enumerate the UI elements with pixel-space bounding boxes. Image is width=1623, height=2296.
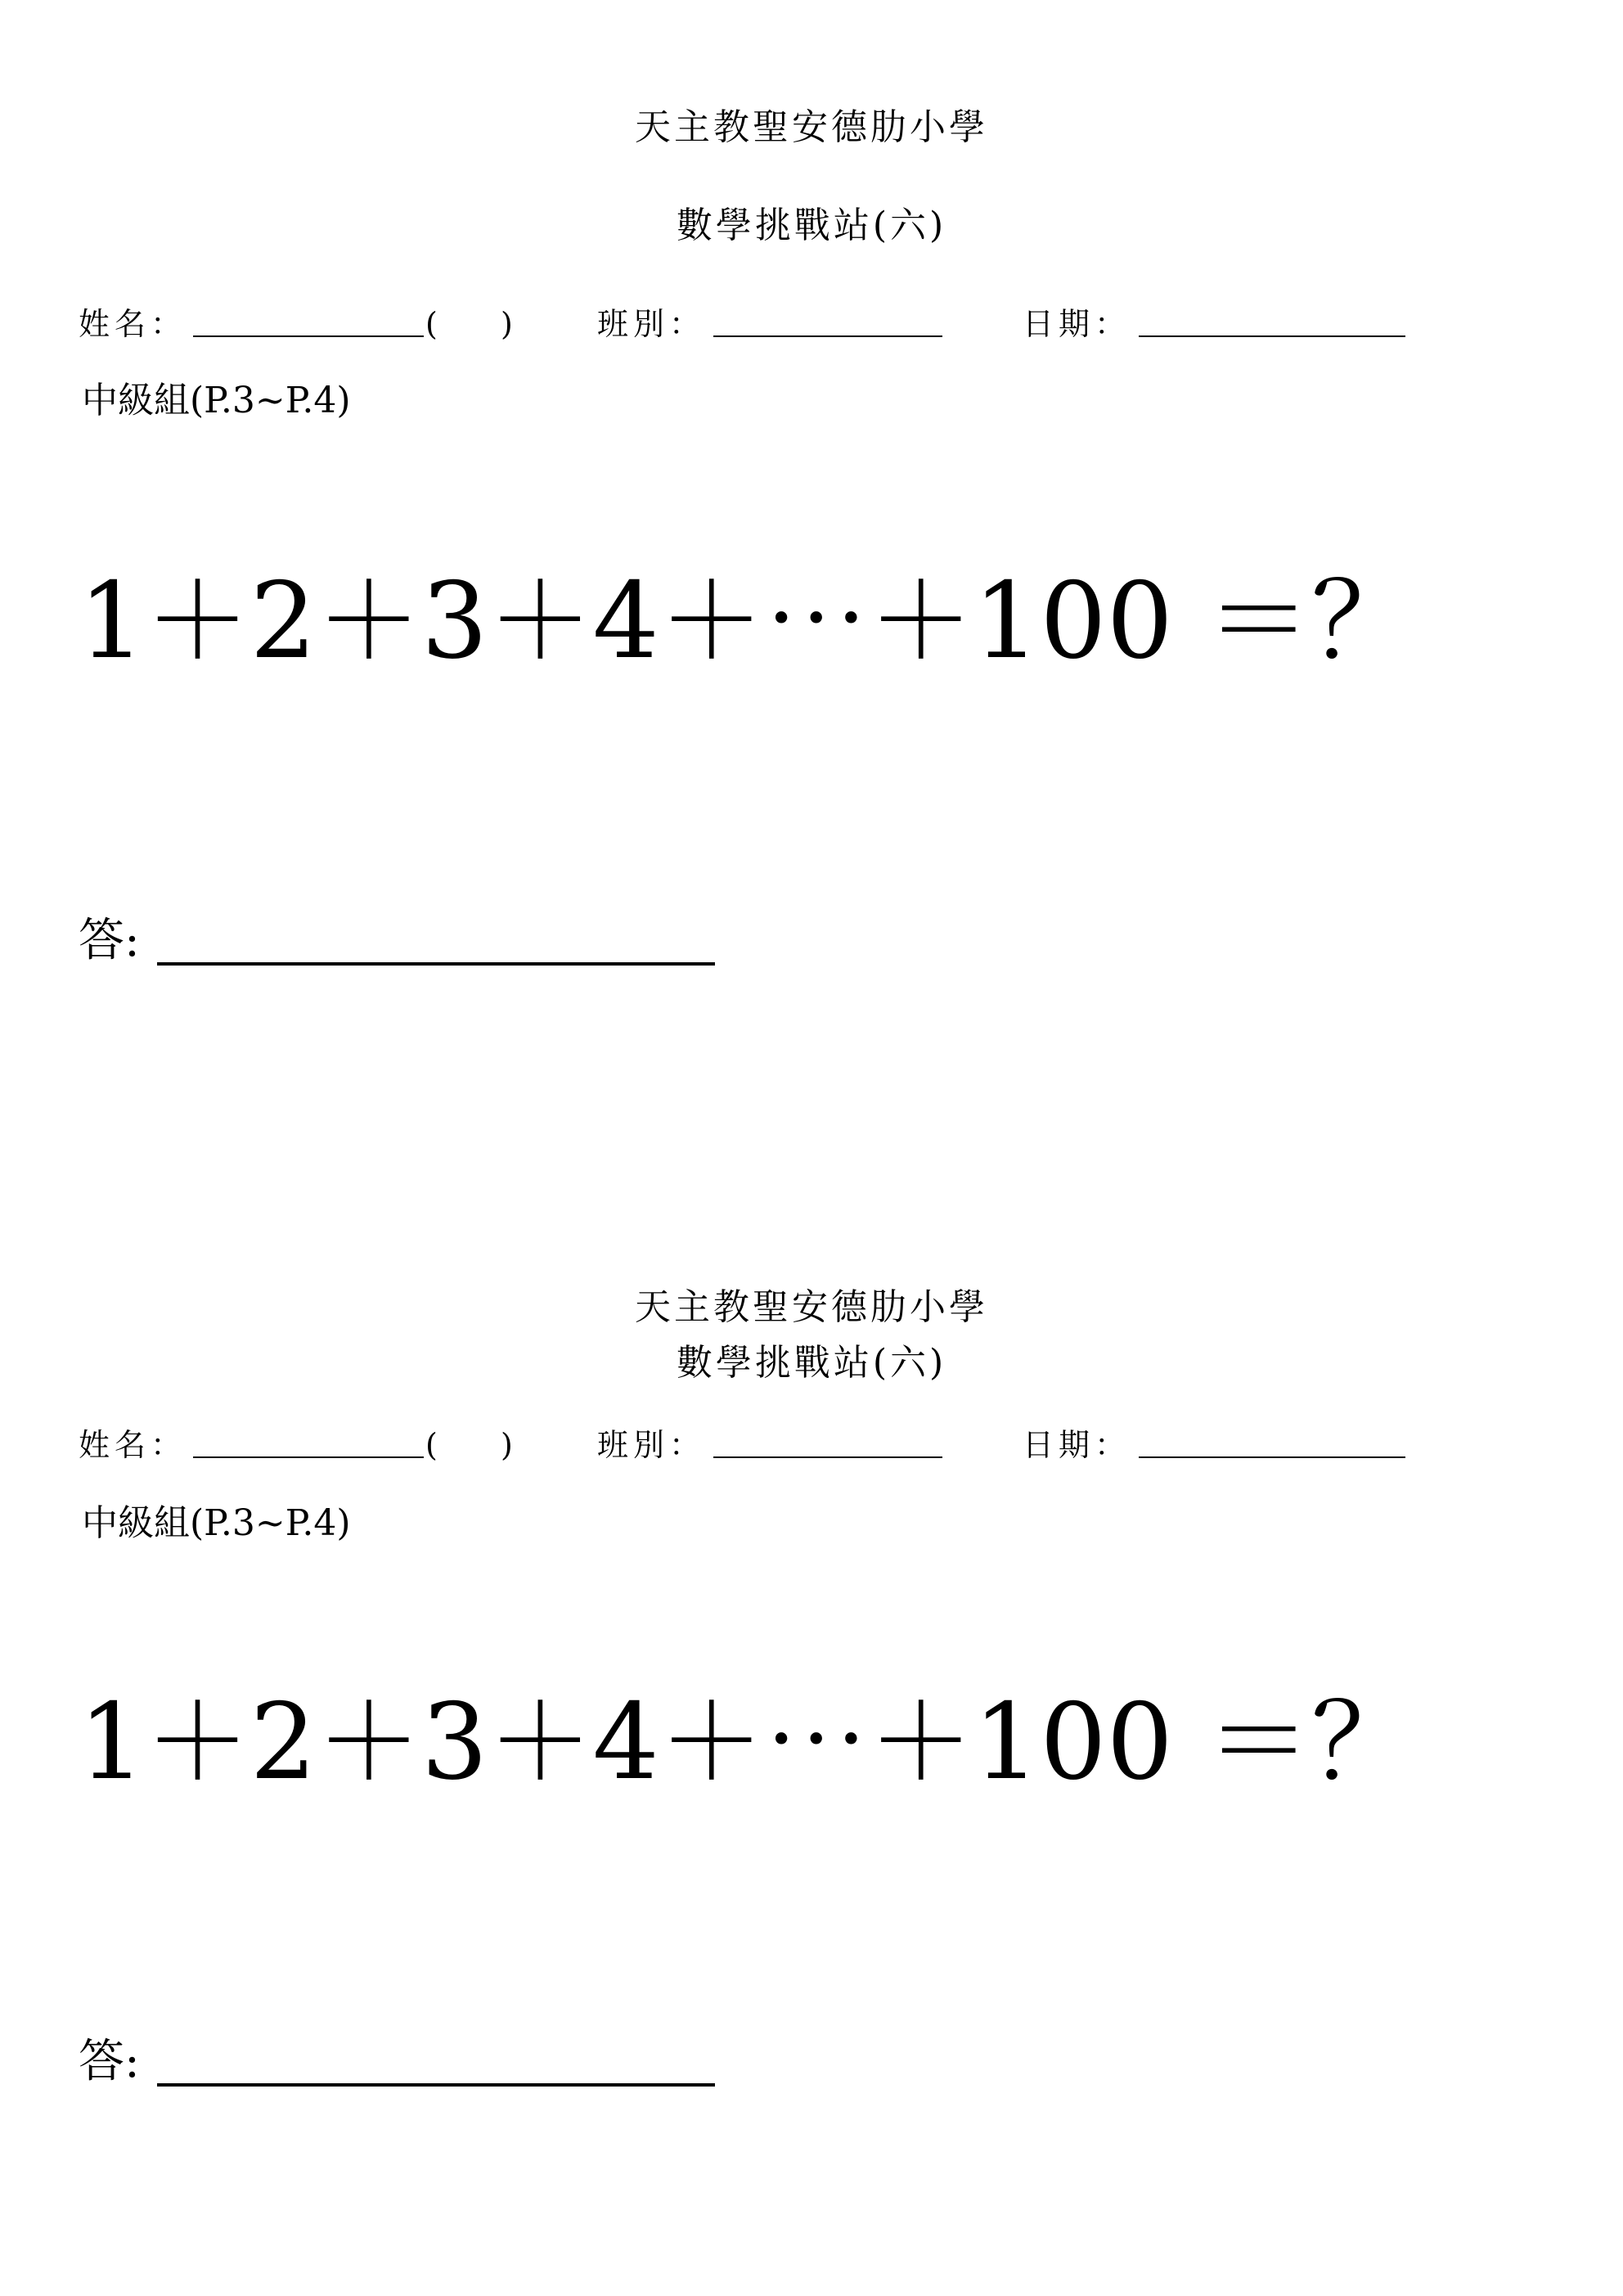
school-name: 天主教聖安德肋小學	[635, 1286, 988, 1328]
class-number-close-paren: )	[501, 1427, 513, 1463]
class-label: 班別：	[597, 1427, 706, 1463]
answer-blank[interactable]	[157, 2083, 715, 2087]
name-blank[interactable]	[193, 1456, 424, 1458]
math-question: 1＋2＋3＋4＋⋯＋100 ＝？	[79, 1681, 1416, 1803]
class-label: 班別：	[597, 306, 706, 342]
class-field	[597, 1420, 1023, 1470]
math-question: 1＋2＋3＋4＋⋯＋100 ＝？	[79, 560, 1416, 682]
date-label: 日期：	[1023, 1427, 1131, 1463]
class-field	[597, 299, 1023, 349]
name-field	[79, 299, 537, 349]
date-field	[1023, 1420, 1481, 1470]
class-number-open-paren: (	[425, 1427, 438, 1463]
class-blank[interactable]	[713, 1456, 942, 1458]
name-label: 姓名：	[79, 306, 187, 342]
name-field	[79, 1420, 537, 1470]
class-number-open-paren: (	[425, 306, 438, 342]
answer-row	[79, 2029, 733, 2095]
answer-label: 答:	[79, 2035, 140, 2088]
date-blank[interactable]	[1139, 1456, 1405, 1458]
class-blank[interactable]	[713, 335, 942, 337]
name-blank[interactable]	[193, 335, 424, 337]
date-label: 日期：	[1023, 306, 1131, 342]
class-number-close-paren: )	[501, 306, 513, 342]
level-label: 中級組(P.3~P.4)	[82, 1502, 351, 1544]
level-label: 中級組(P.3~P.4)	[82, 380, 351, 421]
student-info-row	[79, 1420, 1469, 1470]
worksheet-title: 數學挑戰站(六)	[676, 1342, 947, 1384]
answer-row	[79, 908, 733, 974]
date-field	[1023, 299, 1481, 349]
worksheet-title: 數學挑戰站(六)	[676, 205, 947, 246]
student-info-row	[79, 299, 1469, 349]
school-name: 天主教聖安德肋小學	[635, 106, 988, 148]
answer-blank[interactable]	[157, 962, 715, 966]
date-blank[interactable]	[1139, 335, 1405, 337]
answer-label: 答:	[79, 914, 140, 967]
name-label: 姓名：	[79, 1427, 187, 1463]
